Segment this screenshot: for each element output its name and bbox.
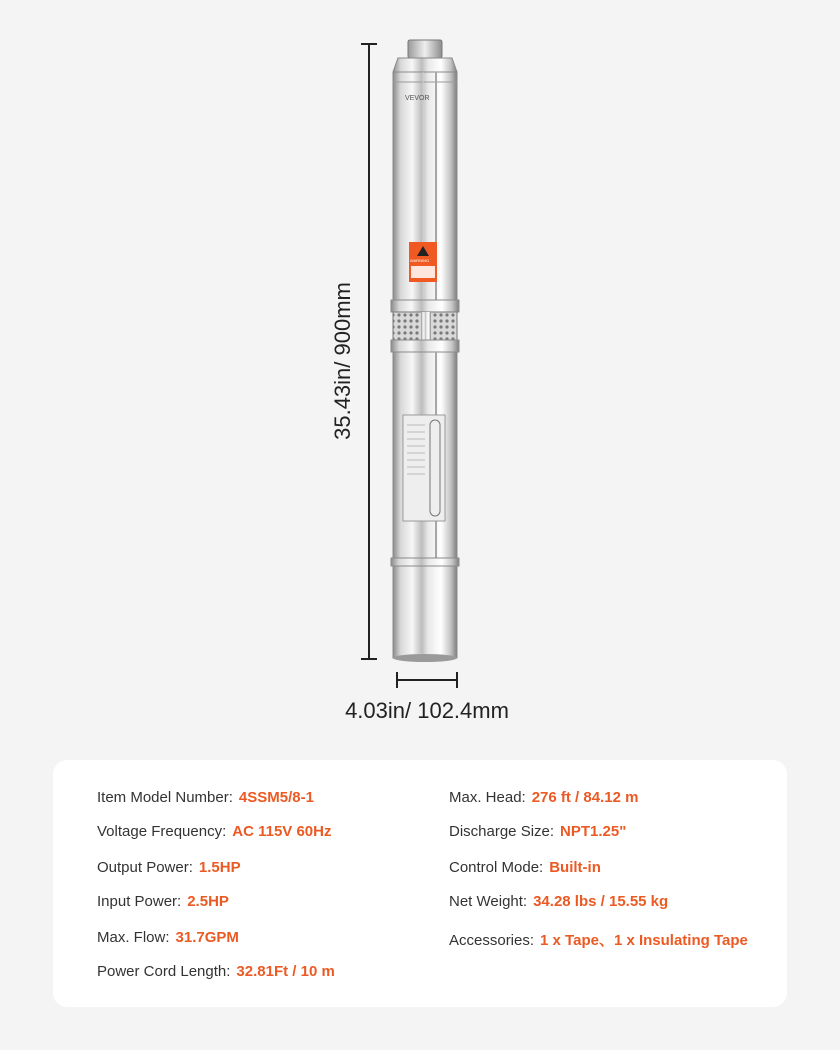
svg-text:WARNING: WARNING: [410, 258, 430, 263]
spec-model-number: Item Model Number: 4SSM5/8-1: [97, 789, 314, 806]
spec-input-power: Input Power: 2.5HP: [97, 893, 229, 910]
spec-voltage-frequency: Voltage Frequency: AC 115V 60Hz: [97, 823, 332, 840]
info-plate: [403, 415, 445, 521]
width-dimension-line: [397, 672, 457, 688]
spec-net-weight: Net Weight: 34.28 lbs / 15.55 kg: [449, 893, 669, 910]
specs-card: [53, 760, 787, 1007]
spec-max-head: Max. Head: 276 ft / 84.12 m: [449, 789, 639, 806]
brand-label: VEVOR: [405, 95, 430, 102]
spec-output-power: Output Power: 1.5HP: [97, 859, 241, 876]
spec-power-cord-length: Power Cord Length: 32.81Ft / 10 m: [97, 963, 335, 980]
height-dimension-label: 35.43in/ 900mm: [330, 282, 355, 440]
pump-outlet: [408, 40, 442, 58]
spec-control-mode: Control Mode: Built-in: [449, 859, 601, 876]
pump-bottom-body: [393, 566, 457, 658]
spec-accessories: Accessories: 1 x Tape、1 x Insulating Tape: [449, 932, 748, 949]
spec-max-flow: Max. Flow: 31.7GPM: [97, 929, 239, 946]
width-dimension-label: 4.03in/ 102.4mm: [345, 698, 509, 723]
height-dimension-line: [361, 44, 377, 659]
spec-discharge-size: Discharge Size: NPT1.25": [449, 823, 627, 840]
